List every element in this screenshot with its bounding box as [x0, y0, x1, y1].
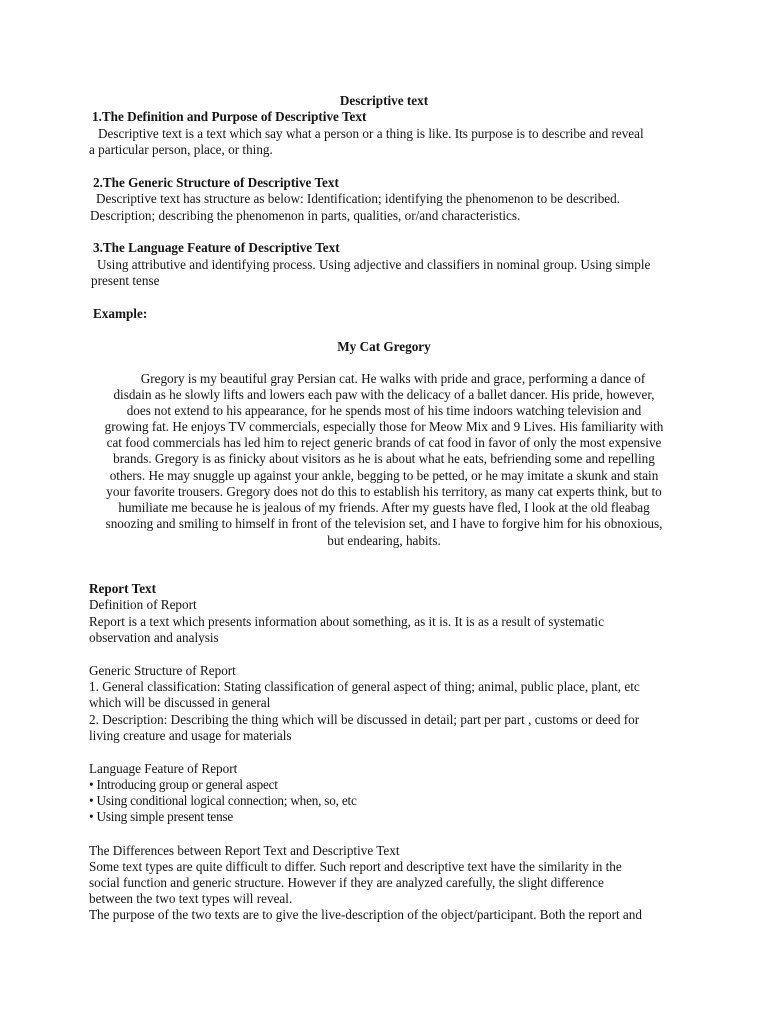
example-line-10: snoozing and smiling to himself in front of the television set, and I have to forgive him for his obnoxious, [105, 516, 663, 531]
report-differences-line-3: between the two text types will reveal. [89, 891, 293, 906]
report-language-item-1: • Introducing group or general aspect [89, 777, 278, 792]
report-differences-line-4: The purpose of the two texts are to give the live-description of the object/participant. Both the report and [89, 907, 642, 922]
report-language-label: Language Feature of Report [89, 761, 238, 776]
example-line-11: but endearing, habits. [327, 533, 441, 548]
example-title: My Cat Gregory [337, 339, 431, 354]
example-label: Example: [93, 306, 148, 321]
example-line-8: your favorite trousers. Gregory does not do this to establish his territory, as many cat experts think, but to [106, 484, 662, 499]
report-definition-line-2: observation and analysis [89, 630, 219, 645]
section-3-line-2: present tense [91, 273, 160, 288]
section-1-heading: 1.The Definition and Purpose of Descriptive Text [92, 109, 367, 124]
report-definition-line-1: Report is a text which presents information about something, as it is. It is as a result of systematic [89, 614, 604, 629]
report-language-item-2: • Using conditional logical connection; when, so, etc [89, 793, 357, 808]
example-line-6: brands. Gregory is as finicky about visitors as he is about what he eats, befriending some and repelling [113, 451, 655, 466]
report-language-item-3: • Using simple present tense [89, 809, 234, 824]
example-line-7: others. He may snuggle up against your ankle, begging to be petted, or he may imitate a skunk and stain [109, 468, 659, 483]
report-heading: Report Text [89, 581, 157, 596]
section-2-line-2: Description; describing the phenomenon in parts, qualities, or/and characteristics. [90, 208, 521, 223]
report-definition-label: Definition of Report [89, 597, 197, 612]
section-3-line-1: Using attributive and identifying process. Using adjective and classifiers in nominal group. Using simple [97, 257, 651, 272]
report-structure-line-1: 1. General classification: Stating classification of general aspect of thing; animal, public place, plant, etc [89, 679, 640, 694]
report-differences-label: The Differences between Report Text and Descriptive Text [89, 843, 400, 858]
document-title: Descriptive text [339, 93, 429, 108]
report-structure-line-3: 2. Description: Describing the thing which will be discussed in detail; part per part , customs or deed for [89, 712, 640, 727]
report-differences-line-1: Some text types are quite difficult to differ. Such report and descriptive text have the similarity in the [89, 859, 622, 874]
example-line-3: does not extend to his appearance, for he spends most of his time indoors watching television and [126, 403, 642, 418]
section-1-line-1: Descriptive text is a text which say what a person or a thing is like. Its purpose is to describe and reveal [98, 126, 644, 141]
example-line-1: Gregory is my beautiful gray Persian cat. He walks with pride and grace, performing a dance of [140, 371, 646, 386]
section-2-heading: 2.The Generic Structure of Descriptive Text [93, 175, 339, 190]
report-structure-line-4: living creature and usage for materials [89, 728, 292, 743]
section-1-line-2: a particular person, place, or thing. [89, 142, 273, 157]
example-line-2: disdain as he slowly lifts and lowers each paw with the delicacy of a ballet dancer. His pride, however, [113, 387, 655, 402]
section-3-heading: 3.The Language Feature of Descriptive Text [93, 240, 340, 255]
report-structure-line-2: which will be discussed in general [89, 695, 271, 710]
example-line-4: growing fat. He enjoys TV commercials, especially those for Meow Mix and 9 Lives. His familiarity with [104, 419, 664, 434]
example-line-5: cat food commercials has led him to reject generic brands of cat food in favor of only the most expensive [106, 435, 662, 450]
example-line-9: humiliate me because he is jealous of my friends. After my guests have fled, I look at the old fleabag [118, 500, 650, 515]
report-differences-line-2: social function and generic structure. However if they are analyzed carefully, the slight difference [89, 875, 604, 890]
report-structure-label: Generic Structure of Report [89, 663, 236, 678]
section-2-line-1: Descriptive text has structure as below: Identification; identifying the phenomenon to be described. [96, 191, 621, 206]
